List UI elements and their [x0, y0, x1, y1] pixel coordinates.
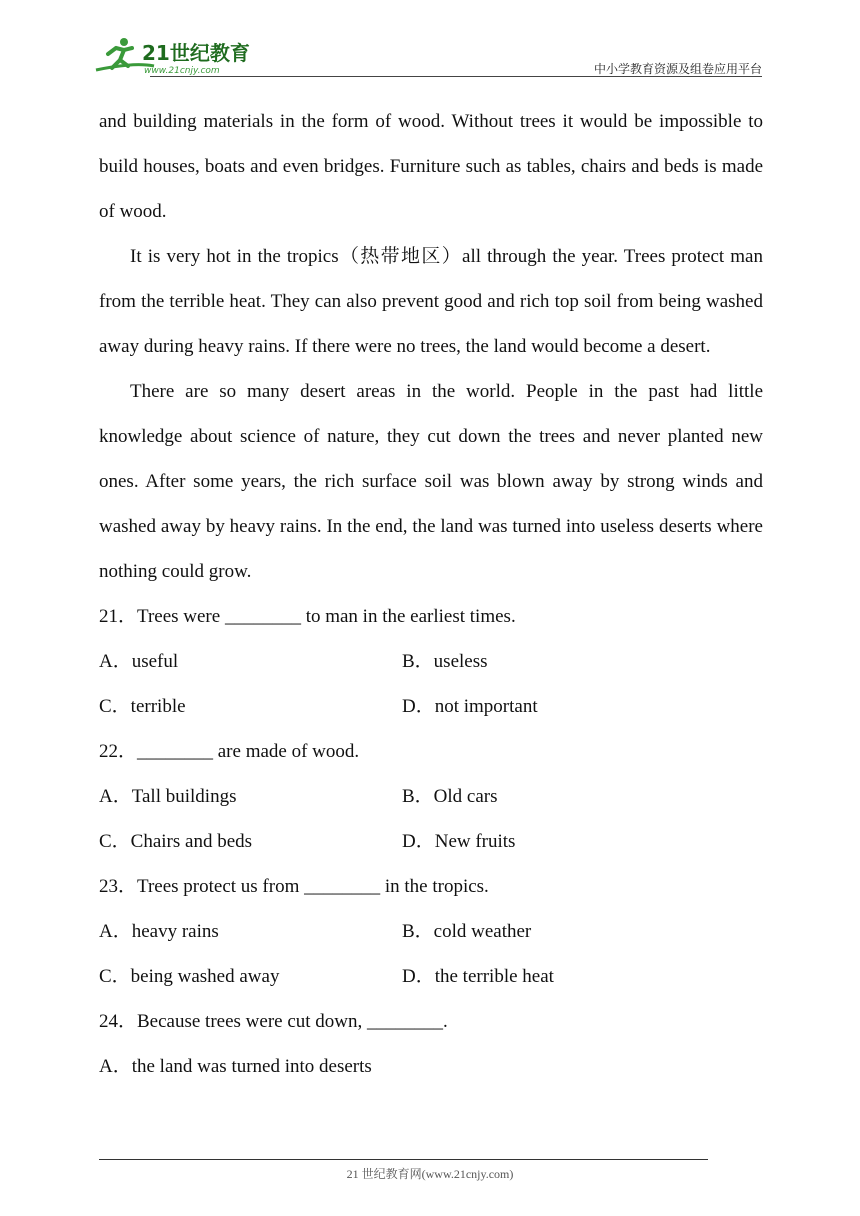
question-22-stem: 22．________ are made of wood.	[99, 741, 360, 762]
question-23-options-row-2	[99, 954, 763, 999]
option-22-d[interactable]: D．New fruits	[402, 831, 516, 852]
question-21-options-row-2	[99, 684, 763, 729]
option-22-a[interactable]: A．Tall buildings	[99, 786, 237, 807]
question-24-options-row-1	[99, 1044, 763, 1089]
logo-text: 21世纪教育	[142, 41, 250, 65]
question-22-options-row-1	[99, 774, 763, 819]
footer-divider	[99, 1159, 708, 1160]
option-21-d[interactable]: D．not important	[402, 696, 538, 717]
option-21-a[interactable]: A．useful	[99, 651, 179, 672]
option-23-b[interactable]: B．cold weather	[402, 921, 532, 942]
question-23-stem: 23．Trees protect us from ________ in the tropics.	[99, 876, 489, 897]
logo-url: www.21cnjy.com	[144, 66, 220, 76]
document-body	[99, 99, 763, 1089]
question-21-stem: 21．Trees were ________ to man in the earliest times.	[99, 606, 516, 627]
option-23-a[interactable]: A．heavy rains	[99, 921, 219, 942]
footer-text: 21 世纪教育网(www.21cnjy.com)	[346, 1167, 514, 1181]
header-divider	[150, 76, 762, 77]
option-23-c[interactable]: C．being washed away	[99, 966, 280, 987]
option-24-a[interactable]: A．the land was turned into deserts	[99, 1056, 372, 1077]
option-23-d[interactable]: D．the terrible heat	[402, 966, 554, 987]
passage-paragraph-2: It is very hot in the tropics（热带地区）all through the year. Trees protect man from the terrible heat. They can also prevent good and rich top soil from being washed away during heavy rains. If there were no trees, the land would become a desert.	[99, 246, 763, 357]
option-22-b[interactable]: B．Old cars	[402, 786, 498, 807]
option-22-c[interactable]: C．Chairs and beds	[99, 831, 253, 852]
question-21-options-row-1	[99, 639, 763, 684]
option-21-c[interactable]: C．terrible	[99, 696, 186, 717]
site-name: 中小学教育资源及组卷应用平台	[593, 62, 762, 76]
site-logo	[94, 36, 264, 76]
question-22-options-row-2	[99, 819, 763, 864]
passage-paragraph-3: There are so many desert areas in the world. People in the past had little knowledge about science of nature, they cut down the trees and never planted new ones. After some years, the rich surface soil was blown away by strong winds and washed away by heavy rains. In the end, the land was turned into useless deserts where nothing could grow.	[99, 381, 763, 582]
question-23-options-row-1	[99, 909, 763, 954]
page-header	[94, 32, 762, 78]
option-21-b[interactable]: B．useless	[402, 651, 488, 672]
passage-paragraph-1: and building materials in the form of wood. Without trees it would be impossible to build houses, boats and even bridges. Furniture such as tables, chairs and beds is made of wood.	[99, 111, 763, 222]
question-24-stem: 24．Because trees were cut down, ________.	[99, 1011, 448, 1032]
